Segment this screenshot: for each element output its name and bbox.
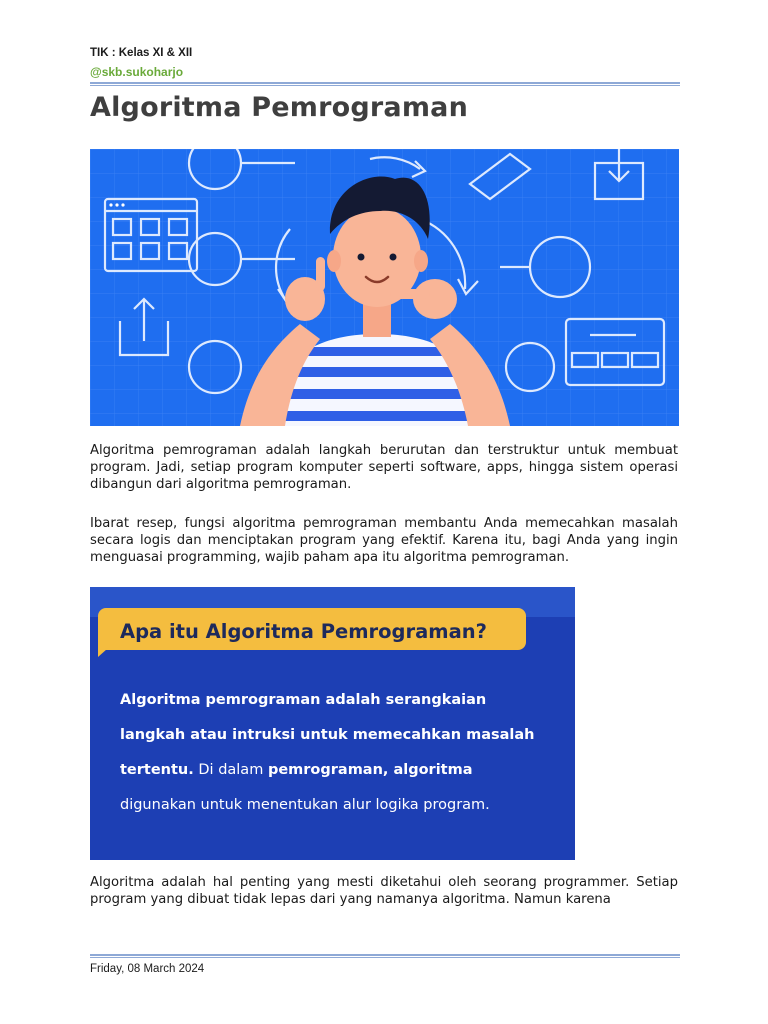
card-body-bold-2: pemrograman, algoritma xyxy=(267,762,473,778)
card-body-bold-1: Algoritma pemrograman adalah serangkaian langkah atau intruksi untuk memecahkan masalah tertentu. xyxy=(120,692,535,778)
intro-paragraph: Algoritma pemrograman adalah langkah berurutan dan terstruktur untuk membuat program. Jadi, setiap program komputer seperti software, apps, hingga sistem operasi dibangun dari algoritma pemrograman. xyxy=(90,443,678,492)
card-body-plain-2: digunakan untuk menentukan alur logika program. xyxy=(120,797,490,813)
footer-divider xyxy=(90,954,680,958)
analogy-paragraph: Ibarat resep, fungsi algoritma pemrograman membantu Anda memecahkan masalah secara logis dan menciptakan program yang efektif. Karena itu, bagi Anda yang ingin menguasai programming, wajib paham apa itu algoritma pemrograman. xyxy=(90,516,678,565)
header-course-label: TIK : Kelas XI & XII xyxy=(90,47,193,59)
page-title: Algoritma Pemrograman xyxy=(90,92,468,123)
hero-illustration-graphic xyxy=(90,149,679,426)
footer-date: Friday, 08 March 2024 xyxy=(90,963,205,975)
hero-illustration xyxy=(90,149,679,426)
header-divider xyxy=(90,82,680,86)
card-title: Apa itu Algoritma Pemrograman? xyxy=(120,620,487,643)
importance-paragraph: Algoritma adalah hal penting yang mesti diketahui oleh seorang programmer. Setiap program yang dibuat tidak lepas dari yang namanya algoritma. Namun karena xyxy=(90,875,678,907)
header-social-handle: @skb.sukoharjo xyxy=(90,65,184,79)
card-body xyxy=(120,683,550,823)
definition-card xyxy=(90,587,575,860)
card-body-plain-1: Di dalam xyxy=(193,762,268,778)
